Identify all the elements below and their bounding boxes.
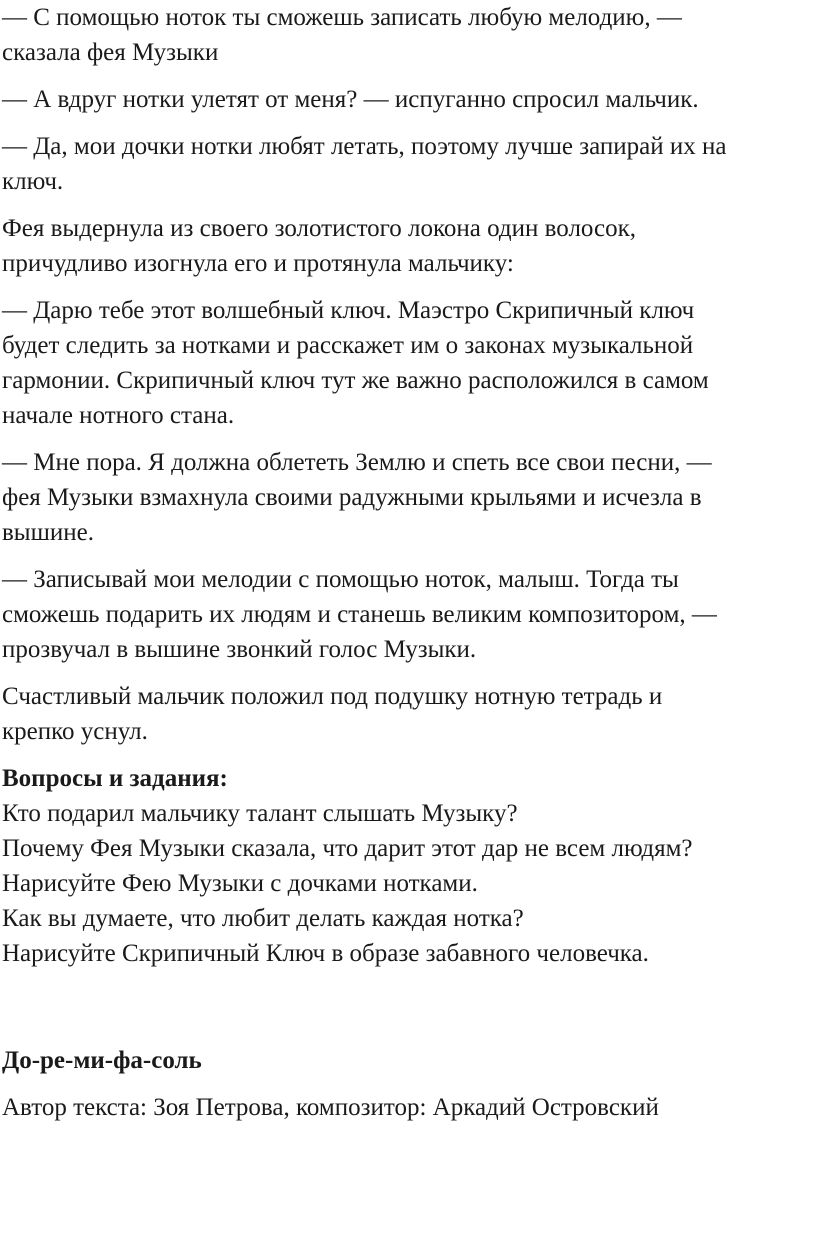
questions-heading: Вопросы и задания:	[2, 765, 228, 792]
questions-section	[2, 761, 816, 971]
story-paragraph	[2, 129, 816, 199]
text-line: сказала фея Музыки	[2, 39, 219, 66]
text-line: гармонии. Скрипичный ключ тут же важно расположился в самом	[2, 367, 709, 394]
story-paragraph	[2, 211, 816, 281]
story-paragraph	[2, 0, 816, 70]
text-line: — Записывай мои мелодии с помощью ноток, малыш. Тогда ты	[2, 566, 679, 593]
text-line: крепко уснул.	[2, 718, 148, 745]
text-line: будет следить за нотками и расскажет им о законах музыкальной	[2, 332, 694, 359]
question-item: Как вы думаете, что любит делать каждая нотка?	[2, 905, 524, 932]
text-line: — Дарю тебе этот волшебный ключ. Маэстро Скрипичный ключ	[2, 297, 695, 324]
question-item: Нарисуйте Скрипичный Ключ в образе забавного человечка.	[2, 940, 649, 967]
story-paragraph	[2, 293, 816, 433]
text-line: — С помощью ноток ты сможешь записать любую мелодию, —	[2, 4, 682, 31]
story-paragraph	[2, 679, 816, 749]
text-line: Счастливый мальчик положил под подушку нотную тетрадь и	[2, 683, 663, 710]
question-item: Почему Фея Музыки сказала, что дарит этот дар не всем людям?	[2, 835, 693, 862]
song-credits: Автор текста: Зоя Петрова, композитор: Аркадий Островский	[2, 1094, 659, 1121]
question-item: Нарисуйте Фею Музыки с дочками нотками.	[2, 870, 478, 897]
text-line: причудливо изогнула его и протянула мальчику:	[2, 250, 514, 277]
text-line: начале нотного стана.	[2, 402, 235, 429]
question-item: Кто подарил мальчику талант слышать Музыку?	[2, 800, 518, 827]
text-line: сможешь подарить их людям и станешь великим композитором, —	[2, 601, 717, 628]
story-paragraph	[2, 445, 816, 550]
text-line: прозвучал в вышине звонкий голос Музыки.	[2, 636, 477, 663]
story-paragraph	[2, 82, 816, 117]
text-line: фея Музыки взмахнула своими радужными крыльями и исчезла в	[2, 484, 702, 511]
story-paragraph	[2, 562, 816, 667]
text-line: Фея выдернула из своего золотистого локона один волосок,	[2, 215, 637, 242]
text-line: — Да, мои дочки нотки любят летать, поэтому лучше запирай их на	[2, 133, 727, 160]
text-line: — Мне пора. Я должна облететь Землю и спеть все свои песни, —	[2, 449, 712, 476]
text-line: вышине.	[2, 519, 94, 546]
text-line: ключ.	[2, 168, 64, 195]
text-line: — А вдруг нотки улетят от меня? — испуганно спросил мальчик.	[2, 86, 699, 113]
song-title: До-ре-ми-фа-соль	[2, 1047, 202, 1074]
